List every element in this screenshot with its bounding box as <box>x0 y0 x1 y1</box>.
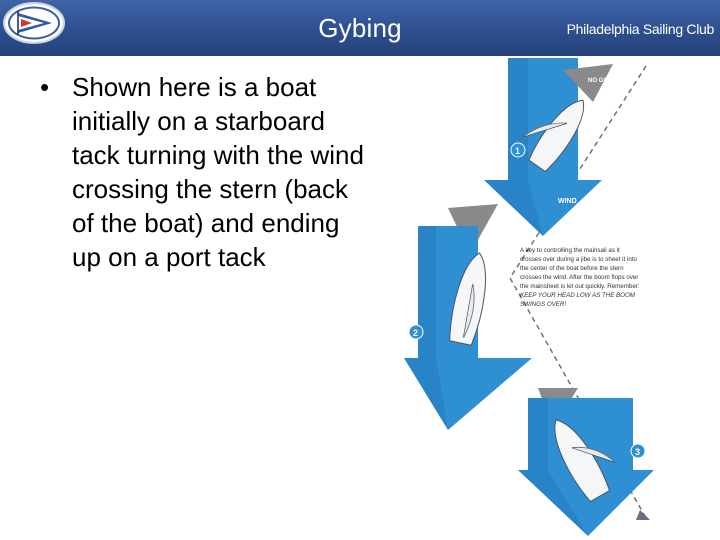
no-go-label: NO GO ZONE <box>588 78 627 84</box>
caption-line-6: KEEP YOUR HEAD LOW AS THE BOOM <box>520 292 635 299</box>
slide-header <box>0 0 720 56</box>
gybe-diagram <box>398 58 658 540</box>
step-badge-1 <box>511 143 525 157</box>
caption-line-4: crosses the wind. After the boom flops over <box>520 274 639 281</box>
gybe-diagram-svg <box>398 58 658 540</box>
step-badge-2 <box>409 325 423 339</box>
diagram-caption <box>520 247 640 308</box>
step-number-1: 1 <box>515 146 521 156</box>
step-badge-3 <box>631 444 645 458</box>
caption-line-1: A key to controlling the mainsail as it <box>520 247 620 254</box>
caption-line-2: crosses over during a jibe is to sheet it into <box>520 256 637 263</box>
caption-line-5: the mainsheet is let out quickly. Remember: <box>520 283 640 290</box>
step-number-2: 2 <box>413 328 419 338</box>
step-number-3: 3 <box>635 447 641 457</box>
caption-line-7: SWINGS OVER! <box>520 301 567 308</box>
bullet-text: Shown here is a boat initially on a starboard tack turning with the wind crossing the stern (back of the boat) and ending up on a port tack <box>72 72 364 272</box>
slide-title: Gybing <box>318 13 402 43</box>
club-name: Philadelphia Sailing Club <box>566 21 714 37</box>
bullet-marker: • <box>40 72 50 102</box>
wind-path-arrowhead <box>636 510 650 520</box>
wind-label: WIND <box>558 198 577 205</box>
caption-line-3: the center of the boat before the stern <box>520 265 624 272</box>
